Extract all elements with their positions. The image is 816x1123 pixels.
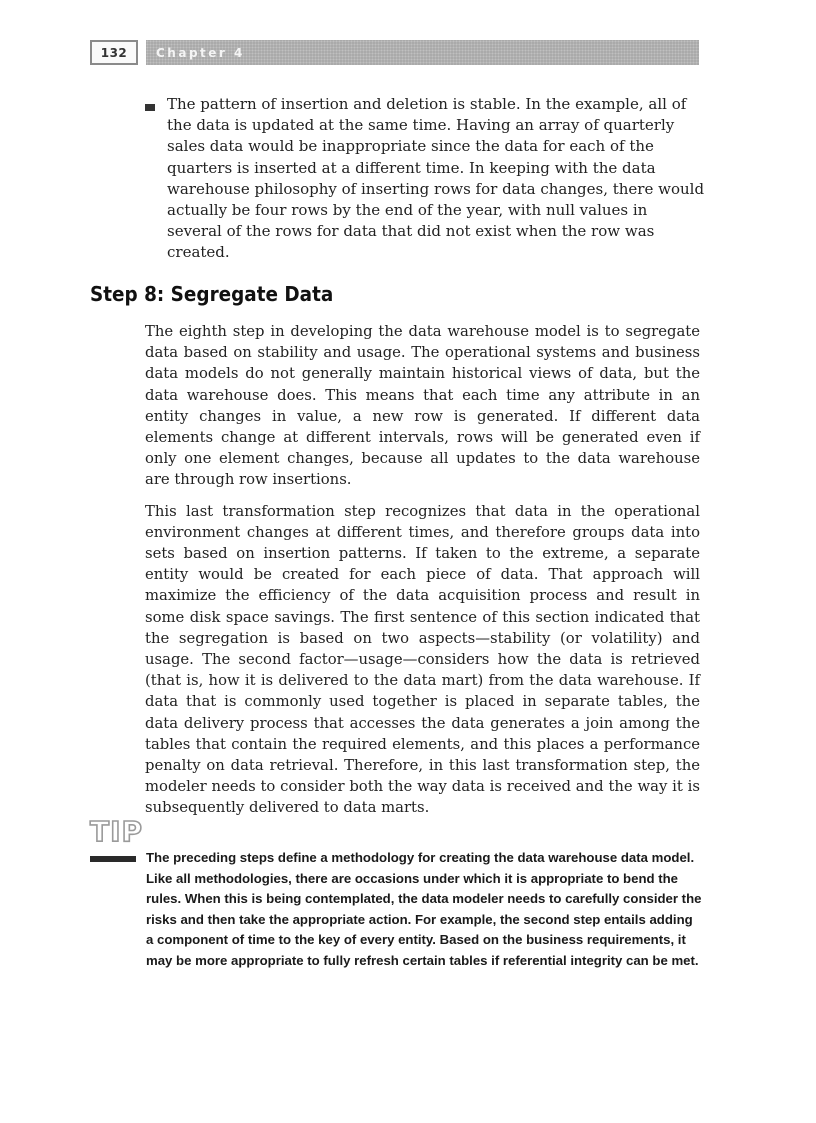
square-bullet-icon [145, 104, 155, 111]
body-paragraph: The eighth step in developing the data warehouse model is to segregate data based on stability and usage. The operational systems and business data models do not generally maintain historical views of data, but the data warehouse does. This means that each time any attribute in an entity changes in value, a new row is generated. If different data elements change at different intervals, rows will be generated even if only one element changes, because all updates to the data warehouse are through row insertions. [145, 323, 700, 489]
tip-text: The preceding steps define a methodology for creating the data warehouse data model. Like all methodologies, there are occasions under which it is appropriate to bend the rules. When this is being contemplated, the data modeler needs to carefully consider the risks and then take the appropriate action. For example, the second step entails adding a component of time to the key of every entity. Based on the business requirements, it may be more appropriate to fully refresh certain tables if referential integrity can be met. [146, 850, 702, 968]
body-paragraph: This last transformation step recognizes that data in the operational environment changes at different times, and therefore groups data into sets based on insertion patterns. If taken to the extreme, a separate entity would be created for each piece of data. That approach will maximize the efficiency of the data acquisition process and result in some disk space savings. The first sentence of this section indicated that the segregation is based on two aspects—stability (or volatility) and usage. The second factor—usage—considers how the data is retrieved (that is, how it is delivered to the data mart) from the data warehouse. If data that is commonly used together is placed in separate tables, the data delivery process that accesses the data generates a join among the tables that contain the required elements, and this places a performance penalty on data retrieval. Therefore, in this last transformation step, the modeler needs to consider both the way data is received and the way it is subsequently delivered to data marts. [145, 502, 700, 817]
section-body [145, 321, 700, 829]
chapter-title-bar: Chapter 4 [146, 40, 699, 65]
tip-rule [90, 856, 136, 862]
tip-label: TIP [90, 815, 144, 848]
bullet-text: The pattern of insertion and deletion is stable. In the example, all of the data is updated at the same time. Having an array of quarterly sales data would be inappropriate since the data for each of the quarters is inserted at a different time. In keeping with the data warehouse philosophy of inserting rows for data changes, there would actually be four rows by the end of the year, with null values in several of the rows for data that did not exist when the row was created. [167, 95, 705, 262]
bullet-list-item [145, 94, 705, 264]
running-head [90, 40, 699, 65]
section-heading: Step 8: Segregate Data [90, 282, 334, 306]
page-number: 132 [90, 40, 138, 65]
